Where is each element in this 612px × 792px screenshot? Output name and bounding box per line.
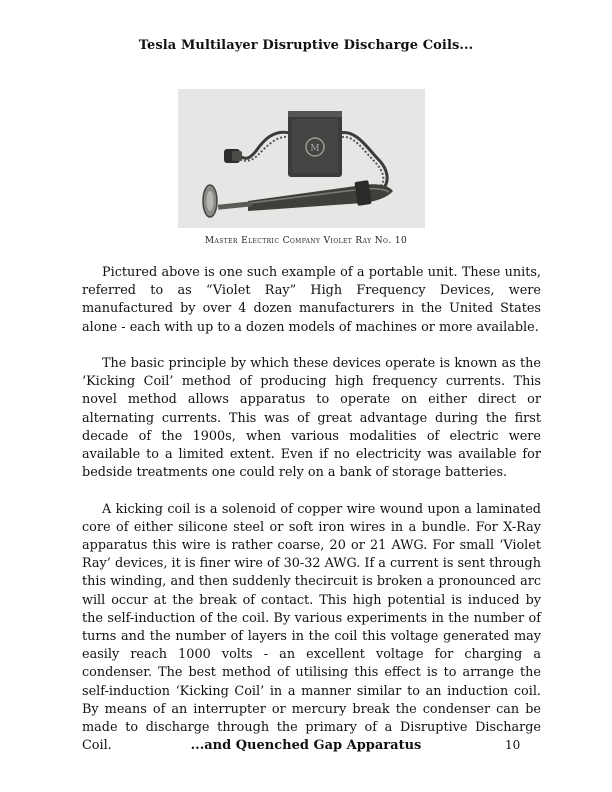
- figure-caption: Master Electric Company Violet Ray No. 10: [204, 236, 408, 246]
- page-footer: ...and Quenched Gap Apparatus: [190, 738, 422, 753]
- svg-text:M: M: [310, 144, 320, 154]
- page-header: Tesla Multilayer Disruptive Discharge Coils...: [138, 38, 474, 53]
- paragraph: The basic principle by which these devices operate is known as the ‘Kicking Coil’ method of producing high frequency currents. This novel method allows apparatus to operate on either direct or alternating currents. This was of great advantage during the first decade of the 1900s, when various modalities of electric were available to a limited extent. Even if no electricity was available for bedside treatments one could rely on a bank of storage batteries.: [82, 356, 541, 481]
- page-number: 10: [505, 738, 521, 752]
- paragraph: Pictured above is one such example of a portable unit. These units, referred to as “Violet Ray” High Frequency Devices, were manufactured by over 4 dozen manufacturers in the United States alone - each with up to a dozen models of machines or more available.: [82, 265, 541, 335]
- paragraph: A kicking coil is a solenoid of copper wire wound upon a laminated core of either silicone steel or soft iron wires in a bundle. For X-Ray apparatus this wire is rather coarse, 20 or 21 AWG. For small ‘Violet Ray’ devices, it is finer wire of 30-32 AWG. If a current is sent through this winding, and then suddenly thecircuit is broken a pronounced arc will occur at the break of contact. This high potential is induced by the self-induction of the coil. By various experiments in the number of turns and the number of layers in the coil this voltage generated may easily reach 1000 volts - an excellent voltage for charging a condenser. The best method of utilising this effect is to arrange the self-induction ‘Kicking Coil’ in a manner similar to an induction coil. By means of an interrupter or mercury break the condenser can be made to discharge through the primary of a Disruptive Discharge Coil.: [82, 501, 541, 754]
- violet-ray-photo: [178, 89, 425, 228]
- violet-ray-illustration: [178, 89, 425, 228]
- body-text: [82, 264, 541, 755]
